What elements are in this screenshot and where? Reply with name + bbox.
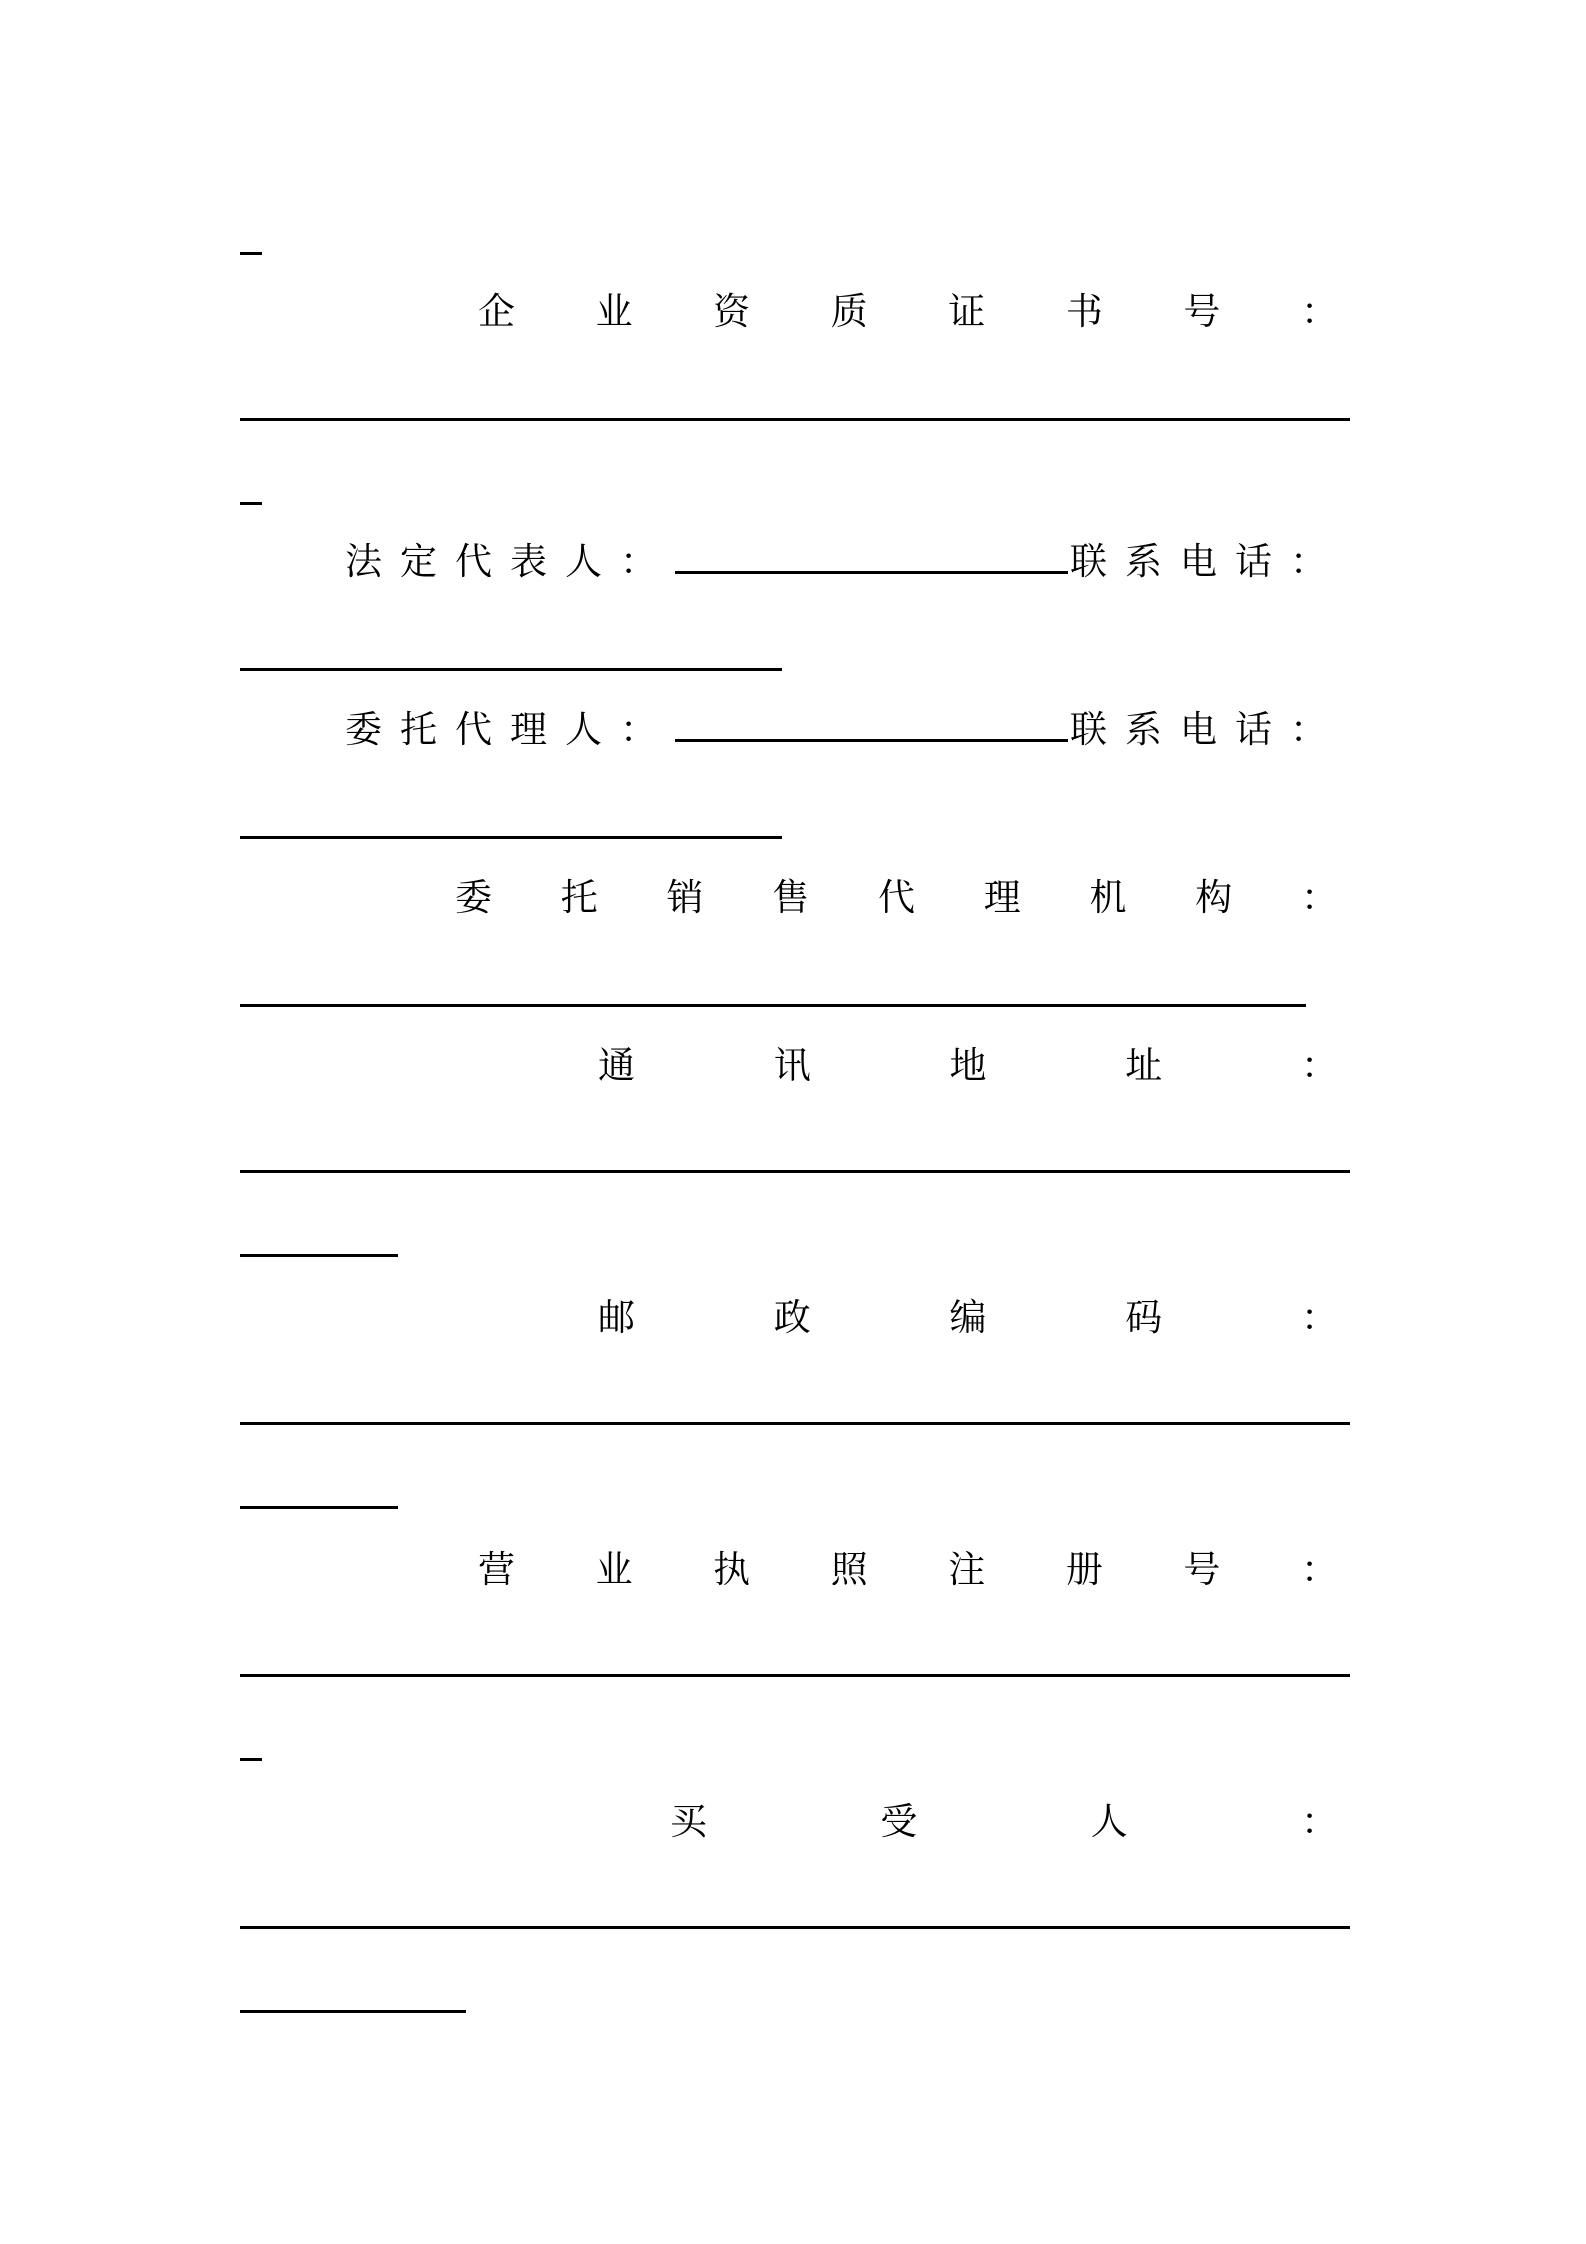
label-char: ： — [1301, 1296, 1338, 1339]
label-char: 托 — [560, 876, 598, 919]
label-char: 照 — [830, 1548, 868, 1591]
label-char: 买 — [670, 1800, 707, 1843]
label-char: ： — [1300, 290, 1338, 333]
label-char: 政 — [773, 1296, 811, 1339]
sales-agency-blank[interactable] — [240, 1004, 1306, 1007]
address-blank[interactable] — [240, 1170, 1350, 1173]
blank-line[interactable] — [240, 252, 262, 255]
agent-phone-blank[interactable] — [240, 836, 782, 839]
agent-label: 委托代理人： — [345, 708, 675, 751]
label-char: 销 — [666, 876, 704, 919]
qualification-cert-blank[interactable] — [240, 418, 1350, 421]
label-char: ： — [1300, 1548, 1338, 1591]
label-char: 受 — [880, 1800, 918, 1843]
buyer-blank-cont[interactable] — [240, 2010, 466, 2013]
label-char: ： — [1300, 1800, 1338, 1843]
agent-phone-label: 联系电话： — [1070, 708, 1345, 751]
qualification-cert-label — [478, 284, 1338, 340]
label-char: 企 — [478, 290, 515, 333]
label-char: 编 — [949, 1296, 987, 1339]
label-char: ： — [1301, 1044, 1338, 1087]
agent-blank[interactable] — [675, 739, 1068, 742]
label-char: 质 — [830, 290, 868, 333]
label-char: 号 — [1183, 290, 1221, 333]
buyer-label — [670, 1794, 1338, 1850]
legal-rep-blank[interactable] — [675, 571, 1068, 574]
label-char: 理 — [983, 876, 1021, 919]
label-char: 业 — [595, 290, 633, 333]
agent-row — [345, 702, 1345, 758]
label-char: ： — [1301, 876, 1338, 919]
label-char: 业 — [595, 1548, 633, 1591]
label-char: 营 — [478, 1548, 515, 1591]
address-blank-cont[interactable] — [240, 1254, 398, 1257]
label-char: 资 — [713, 290, 751, 333]
business-license-blank-cont[interactable] — [240, 1758, 262, 1761]
buyer-blank[interactable] — [240, 1926, 1350, 1929]
label-char: 执 — [713, 1548, 751, 1591]
label-char: 书 — [1065, 290, 1103, 333]
legal-rep-phone-label: 联系电话： — [1070, 540, 1345, 583]
legal-rep-row — [345, 534, 1345, 590]
qualification-cert-blank-cont[interactable] — [240, 502, 262, 505]
business-license-blank[interactable] — [240, 1674, 1350, 1677]
postal-code-label — [598, 1290, 1338, 1346]
label-char: 册 — [1065, 1548, 1103, 1591]
legal-rep-phone-blank[interactable] — [240, 668, 782, 671]
label-char: 证 — [948, 290, 986, 333]
legal-rep-label: 法定代表人： — [345, 540, 675, 583]
label-char: 人 — [1090, 1800, 1128, 1843]
postal-code-blank-cont[interactable] — [240, 1506, 398, 1509]
address-label — [598, 1038, 1338, 1094]
postal-code-blank[interactable] — [240, 1422, 1350, 1425]
business-license-label — [478, 1542, 1338, 1598]
label-char: 构 — [1195, 876, 1233, 919]
label-char: 委 — [455, 876, 492, 919]
label-char: 讯 — [773, 1044, 811, 1087]
label-char: 机 — [1089, 876, 1127, 919]
label-char: 号 — [1183, 1548, 1221, 1591]
label-char: 代 — [878, 876, 915, 919]
label-char: 售 — [772, 876, 810, 919]
label-char: 注 — [948, 1548, 986, 1591]
label-char: 地 — [949, 1044, 987, 1087]
label-char: 址 — [1125, 1044, 1163, 1087]
sales-agency-label — [455, 870, 1338, 926]
label-char: 码 — [1125, 1296, 1163, 1339]
label-char: 通 — [598, 1044, 635, 1087]
label-char: 邮 — [598, 1296, 635, 1339]
